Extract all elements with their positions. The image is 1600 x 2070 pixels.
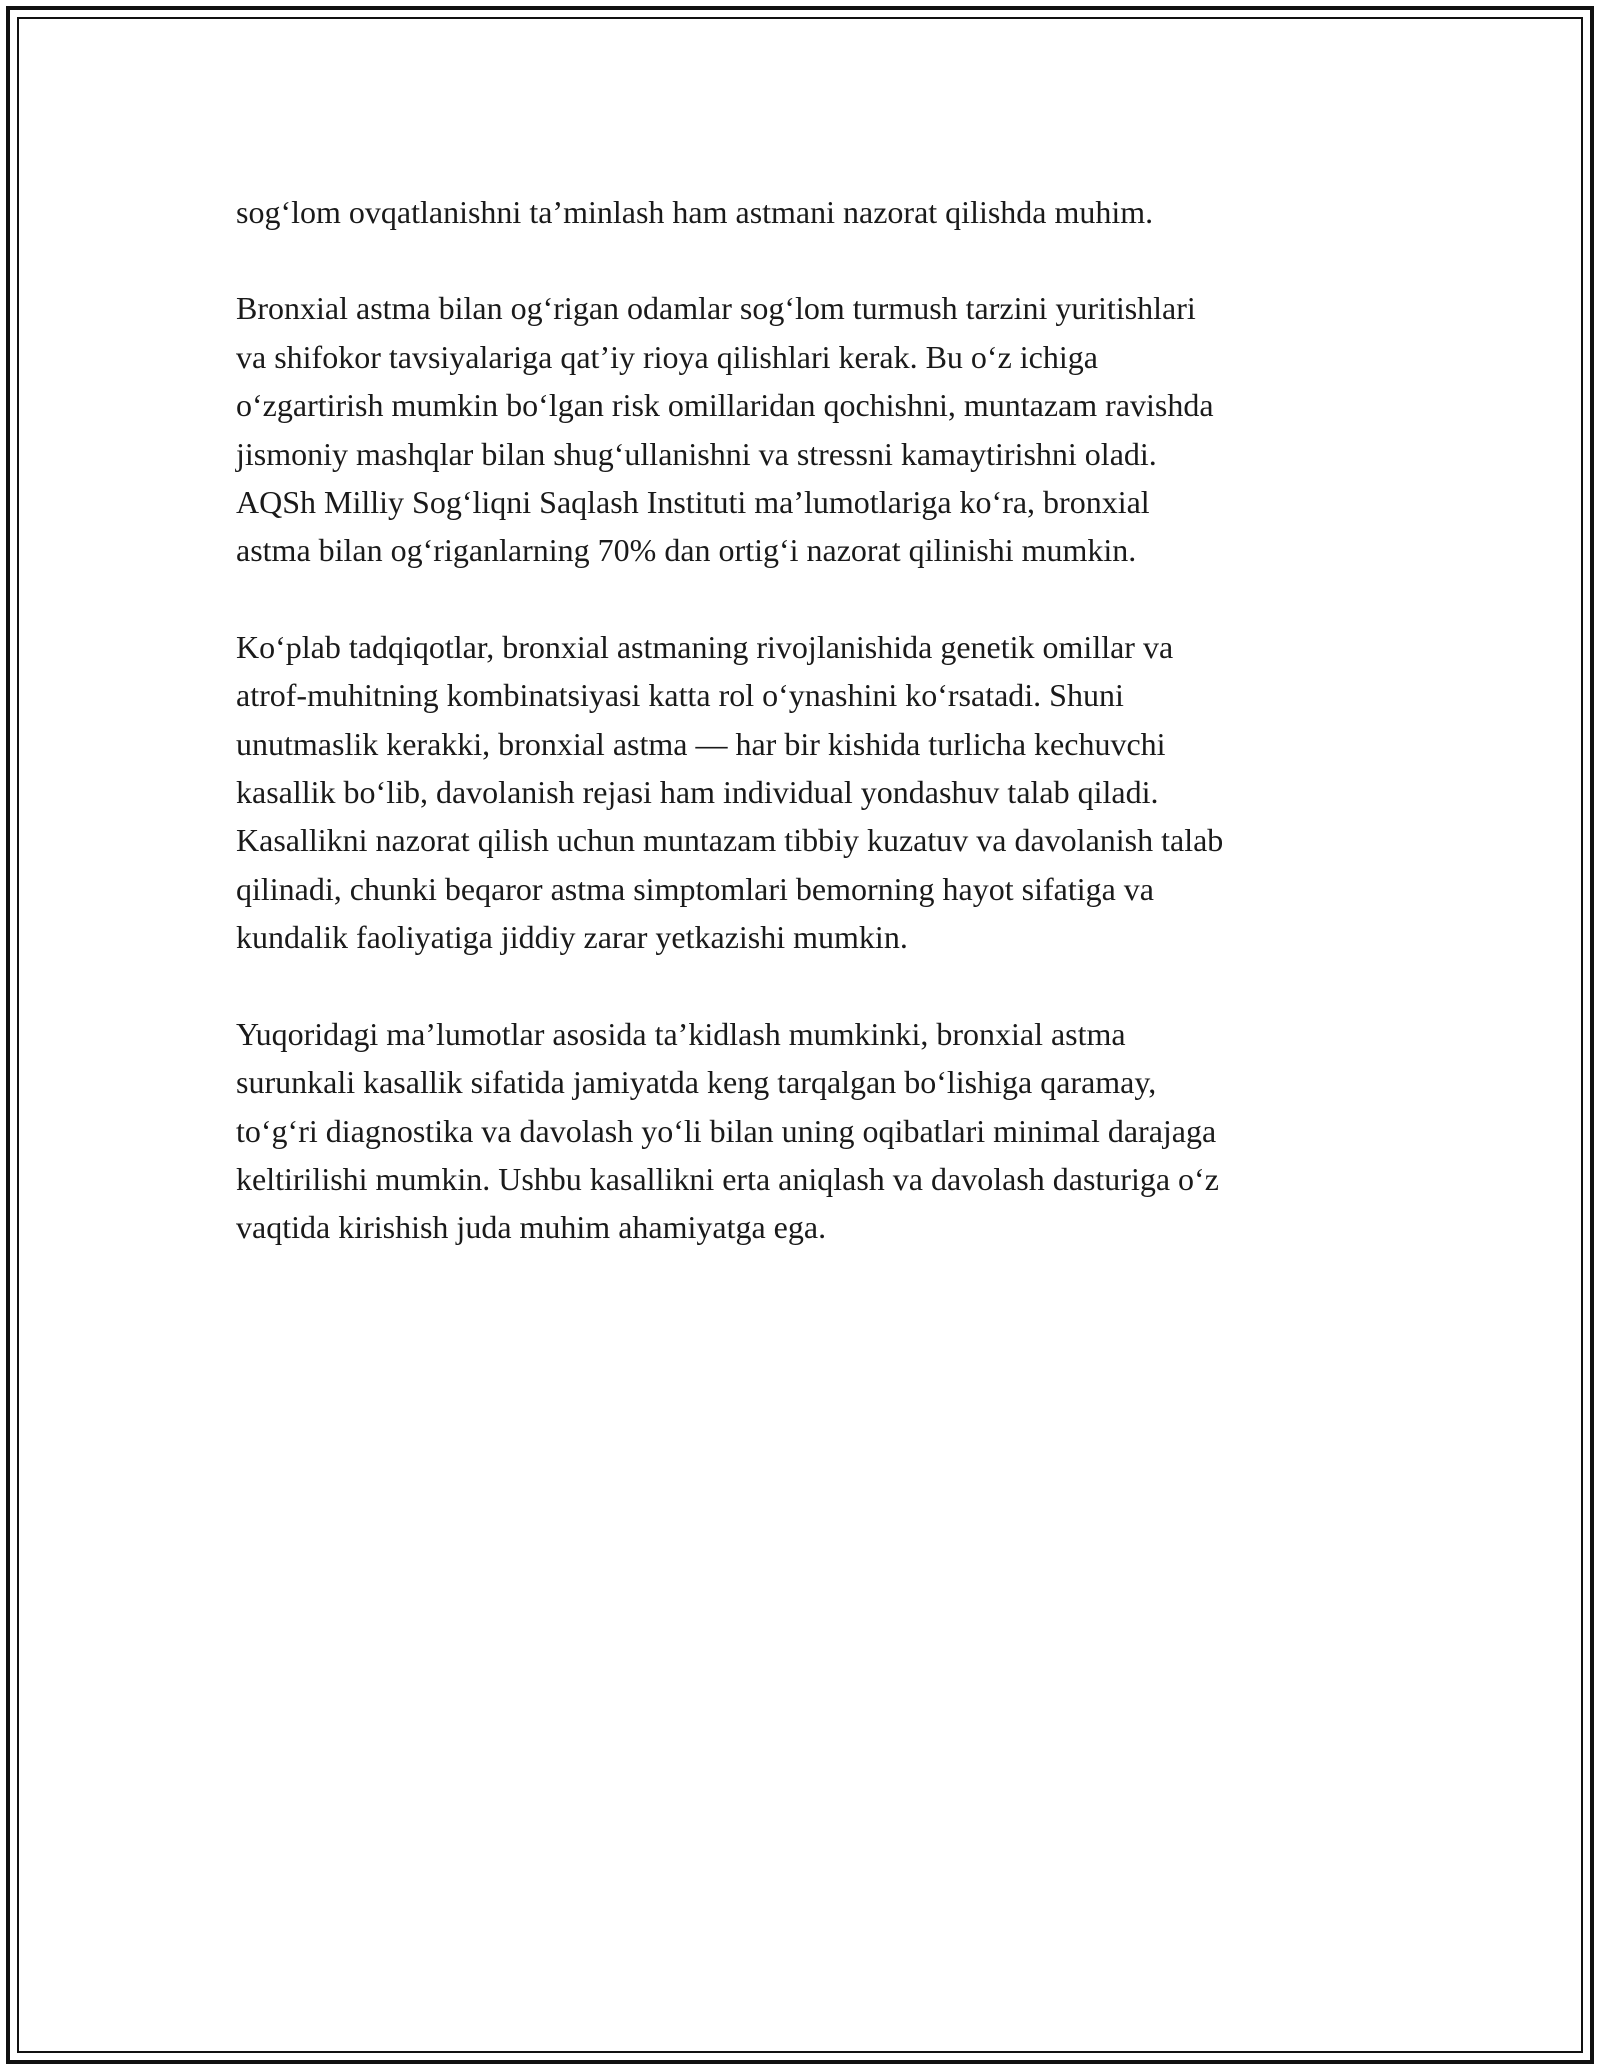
text-line: jismoniy mashqlar bilan shug‘ullanishni va stressni kamaytirishni oladi. — [236, 435, 1157, 472]
text-line: Yuqoridagi ma’lumotlar asosida ta’kidlash mumkinki, bronxial astma — [236, 1015, 1126, 1052]
text-line: va shifokor tavsiyalariga qat’iy rioya qilishlari kerak. Bu o‘z ichiga — [236, 338, 1098, 375]
text-line: o‘zgartirish mumkin bo‘lgan risk omillaridan qochishni, muntazam ravishda — [236, 387, 1214, 424]
text-line: Kasallikni nazorat qilish uchun muntazam tibbiy kuzatuv va davolanish talab — [236, 822, 1224, 859]
text-line: unutmaslik kerakki, bronxial astma — har bir kishida turlicha kechuvchi — [236, 725, 1166, 762]
text-line: atrof-muhitning kombinatsiyasi katta rol o‘ynashini ko‘rsatadi. Shuni — [236, 677, 1124, 714]
text-line: Ko‘plab tadqiqotlar, bronxial astmaning rivojlanishida genetik omillar va — [236, 628, 1174, 665]
text-line: astma bilan og‘riganlarning 70% dan ortig‘i nazorat qilinishi mumkin. — [236, 532, 1137, 569]
text-line: sog‘lom ovqatlanishni ta’minlash ham astmani nazorat qilishda muhim. — [236, 194, 1154, 230]
page-body — [236, 188, 1376, 1300]
text-line: surunkali kasallik sifatida jamiyatda keng tarqalgan bo‘lishiga qaramay, — [236, 1064, 1157, 1101]
paragraph — [236, 188, 1376, 236]
text-line: kundalik faoliyatiga jiddiy zarar yetkazishi mumkin. — [236, 919, 908, 956]
paragraph — [236, 1010, 1376, 1252]
text-line: keltirilishi mumkin. Ushbu kasallikni erta aniqlash va davolash dasturiga o‘z — [236, 1160, 1219, 1197]
text-line: qilinadi, chunki beqaror astma simptomlari bemorning hayot sifatiga va — [236, 870, 1154, 907]
paragraph — [236, 284, 1376, 574]
text-line: Bronxial astma bilan og‘rigan odamlar sog‘lom turmush tarzini yuritishlari — [236, 290, 1196, 327]
text-line: kasallik bo‘lib, davolanish rejasi ham individual yondashuv talab qiladi. — [236, 774, 1159, 811]
text-line: to‘g‘ri diagnostika va davolash yo‘li bilan uning oqibatlari minimal darajaga — [236, 1112, 1217, 1149]
text-line: vaqtida kirishish juda muhim ahamiyatga ega. — [236, 1209, 827, 1246]
paragraph — [236, 623, 1376, 962]
text-line: AQSh Milliy Sog‘liqni Saqlash Instituti ma’lumotlariga ko‘ra, bronxial — [236, 484, 1150, 521]
